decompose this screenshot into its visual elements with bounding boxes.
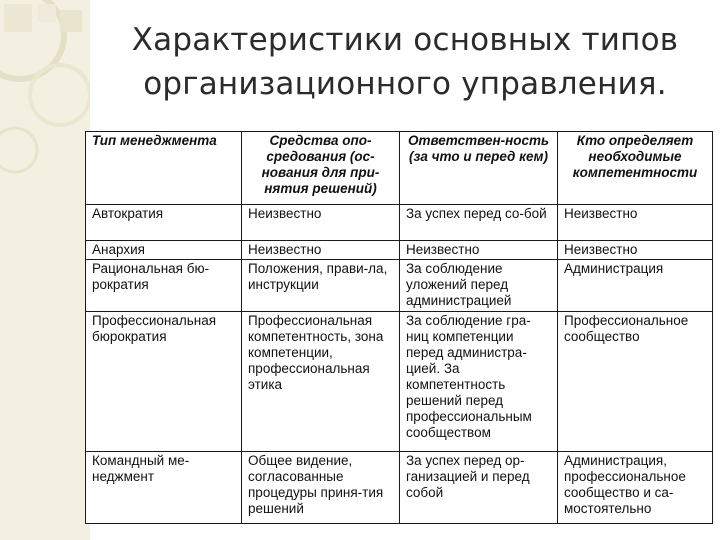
- table-cell: Анархия: [86, 241, 242, 260]
- table-cell: Неизвестно: [558, 241, 713, 260]
- table-cell: За успех перед ор-ганизацией и перед собой: [400, 452, 558, 524]
- decorative-sidebar: [0, 0, 90, 540]
- table-cell: Общее видение, согласованные процедуры приня-тия решений: [242, 452, 400, 524]
- header-management-type: Тип менеджмента: [86, 132, 242, 205]
- table-header-row: [86, 132, 713, 205]
- table-cell: Неизвестно: [400, 241, 558, 260]
- slide-title-line-2: организационного управления.: [143, 66, 667, 102]
- table-cell: За соблюдение гра-ниц компетенции перед администра-цией. За компетентность решений перед профессиональным сообществом: [400, 312, 558, 452]
- header-competence: Кто определяет необходимые компетентности: [558, 132, 713, 205]
- table-row: [86, 312, 713, 452]
- table-cell: Профессиональная бюрократия: [86, 312, 242, 452]
- table-cell: За соблюдение уложений перед администрацией: [400, 260, 558, 312]
- table-row: [86, 241, 713, 260]
- table-cell: Автократия: [86, 205, 242, 241]
- slide-title-line-1: Характеристики основных типов: [131, 22, 679, 58]
- table-cell: Администрация, профессиональное сообщество и са-мостоятельно: [558, 452, 713, 524]
- table-cell: Неизвестно: [242, 205, 400, 241]
- table-cell: Администрация: [558, 260, 713, 312]
- header-means: Средства опо-средования (ос-нования для при-нятия решений): [242, 132, 400, 205]
- table-row: [86, 452, 713, 524]
- slide-title: [90, 18, 720, 106]
- table-cell: Неизвестно: [242, 241, 400, 260]
- table-cell: Рациональная бю-рократия: [86, 260, 242, 312]
- management-types-table: [85, 131, 713, 524]
- table-cell: Профессиональное сообщество: [558, 312, 713, 452]
- table-cell: За успех перед со-бой: [400, 205, 558, 241]
- table-cell: Положения, прави-ла, инструкции: [242, 260, 400, 312]
- table-cell: Профессиональная компетентность, зона компетенции, профессиональная этика: [242, 312, 400, 452]
- table-row: [86, 260, 713, 312]
- table-cell: Командный ме-неджмент: [86, 452, 242, 524]
- table-row: [86, 205, 713, 241]
- decorative-pattern: [0, 0, 90, 540]
- header-responsibility: Ответствен-ность (за что и перед кем): [400, 132, 558, 205]
- table-cell: Неизвестно: [558, 205, 713, 241]
